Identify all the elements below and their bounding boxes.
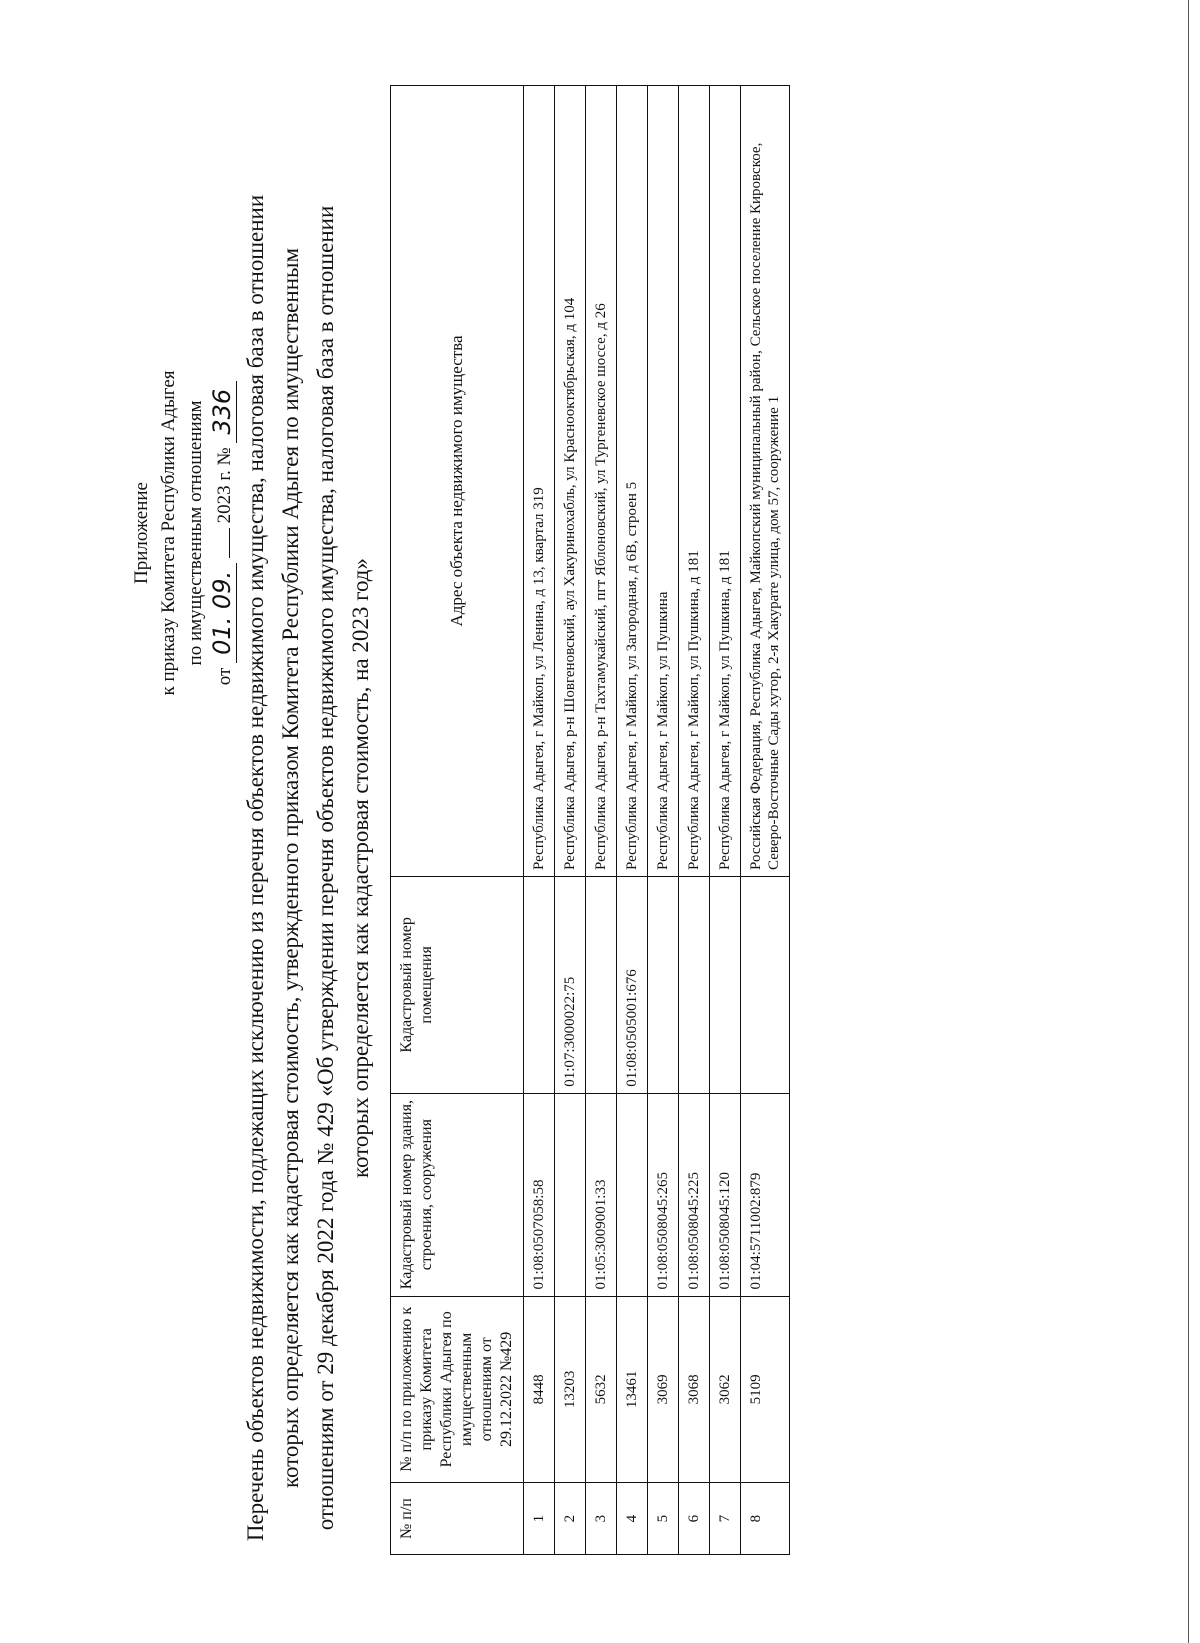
row-number: 4 [617, 1483, 648, 1555]
row-address: Республика Адыгея, г Майкоп, ул Пушкина [648, 86, 679, 877]
row-previous-number: 13203 [555, 1296, 586, 1483]
date-prefix: от [214, 667, 235, 686]
row-address: Республика Адыгея, р-н Тахтамукайский, пгт Яблоновский, ул Тургеневское шоссе, д 26 [586, 86, 617, 877]
row-address: Республика Адыгея, г Майкоп, ул Ленина, д 13, квартал 319 [524, 86, 555, 877]
appendix-date-line [209, 213, 238, 853]
row-address: Республика Адыгея, г Майкоп, ул Загородная, д 6В, строен 5 [617, 86, 648, 877]
row-number: 1 [524, 1483, 555, 1555]
table-row [741, 86, 790, 1555]
property-table [390, 85, 790, 1555]
row-number: 7 [710, 1483, 741, 1555]
table-header-row [391, 86, 524, 1555]
row-previous-number: 5632 [586, 1296, 617, 1483]
row-number: 8 [741, 1483, 790, 1555]
scan-edge-line [1188, 0, 1189, 1643]
row-room-cadastral [741, 877, 790, 1094]
appendix-header [128, 213, 238, 853]
row-number: 2 [555, 1483, 586, 1555]
row-address: Республика Адыгея, р-н Шовгеновский, аул Хакуринохабль, ул Краснооктябрьская, д 104 [555, 86, 586, 877]
row-number: 5 [648, 1483, 679, 1555]
table-row [555, 86, 586, 1555]
row-room-cadastral: 01:07:3000022:75 [555, 877, 586, 1094]
year-label: 2023 г. № [214, 447, 235, 524]
row-previous-number: 5109 [741, 1296, 790, 1483]
appendix-label: Приложение [131, 482, 152, 584]
row-room-cadastral [586, 877, 617, 1094]
row-building-cadastral: 01:08:0507058:58 [524, 1093, 555, 1296]
handwritten-date: 01. 09. [208, 563, 237, 663]
table-row [679, 86, 710, 1555]
row-room-cadastral [524, 877, 555, 1094]
header-room-cadastral: Кадастровый номер помещения [391, 877, 524, 1094]
row-room-cadastral [648, 877, 679, 1094]
header-building-cadastral: Кадастровый номер здания, строения, сооружения [391, 1093, 524, 1296]
row-number: 6 [679, 1483, 710, 1555]
table-row [617, 86, 648, 1555]
row-previous-number: 3069 [648, 1296, 679, 1483]
appendix-committee: по имущественным отношениям [185, 400, 206, 666]
date-blank [229, 528, 230, 558]
row-number: 3 [586, 1483, 617, 1555]
appendix-order-ref: к приказу Комитета Республики Адыгея [158, 370, 179, 696]
row-address: Российская Федерация, Республика Адыгея, Майкопский муниципальный район, Сельское поселение Кировское, Северо-Восточные Сады хутор, 2-я Хакурате улица, дом 57, сооружение 1 [741, 86, 790, 877]
table-row [710, 86, 741, 1555]
table-row [586, 86, 617, 1555]
row-building-cadastral [555, 1093, 586, 1296]
row-building-cadastral: 01:08:0508045:120 [710, 1093, 741, 1296]
header-number: № п/п [391, 1483, 524, 1555]
row-building-cadastral: 01:04:5711002:879 [741, 1093, 790, 1296]
row-previous-number: 3062 [710, 1296, 741, 1483]
row-room-cadastral: 01:08:0505001:676 [617, 877, 648, 1094]
row-address: Республика Адыгея, г Майкоп, ул Пушкина, д 181 [679, 86, 710, 877]
row-building-cadastral: 01:08:0508045:265 [648, 1093, 679, 1296]
row-building-cadastral: 01:05:3009001:33 [586, 1093, 617, 1296]
row-previous-number: 13461 [617, 1296, 648, 1483]
row-building-cadastral: 01:08:0508045:225 [679, 1093, 710, 1296]
table-row [648, 86, 679, 1555]
row-building-cadastral [617, 1093, 648, 1296]
handwritten-number: 336 [208, 381, 237, 443]
header-address: Адрес объекта недвижимого имущества [391, 86, 524, 877]
table-row [524, 86, 555, 1555]
row-room-cadastral [710, 877, 741, 1094]
row-previous-number: 8448 [524, 1296, 555, 1483]
header-previous-number: № п/п по приложению к приказу Комитета Республики Адыгея по имущественным отношениям от 29.12.2022 №429 [391, 1296, 524, 1483]
row-room-cadastral [679, 877, 710, 1094]
row-address: Республика Адыгея, г Майкоп, ул Пушкина, д 181 [710, 86, 741, 877]
row-previous-number: 3068 [679, 1296, 710, 1483]
document-title: Перечень объектов недвижимости, подлежащих исключению из перечня объектов недвижимого имущества, налоговая база в отношении которых определяется как кадастровая стоимость, утвержденного приказом Комитета Республики Адыгея по имущественным отношениям от 29 декабря 2022 года № 429 «Об утверждении перечня объектов недвижимого имущества, налоговая база в отношении которых определяется как кадастровая стоимость, на 2023 год» [243, 194, 373, 1542]
